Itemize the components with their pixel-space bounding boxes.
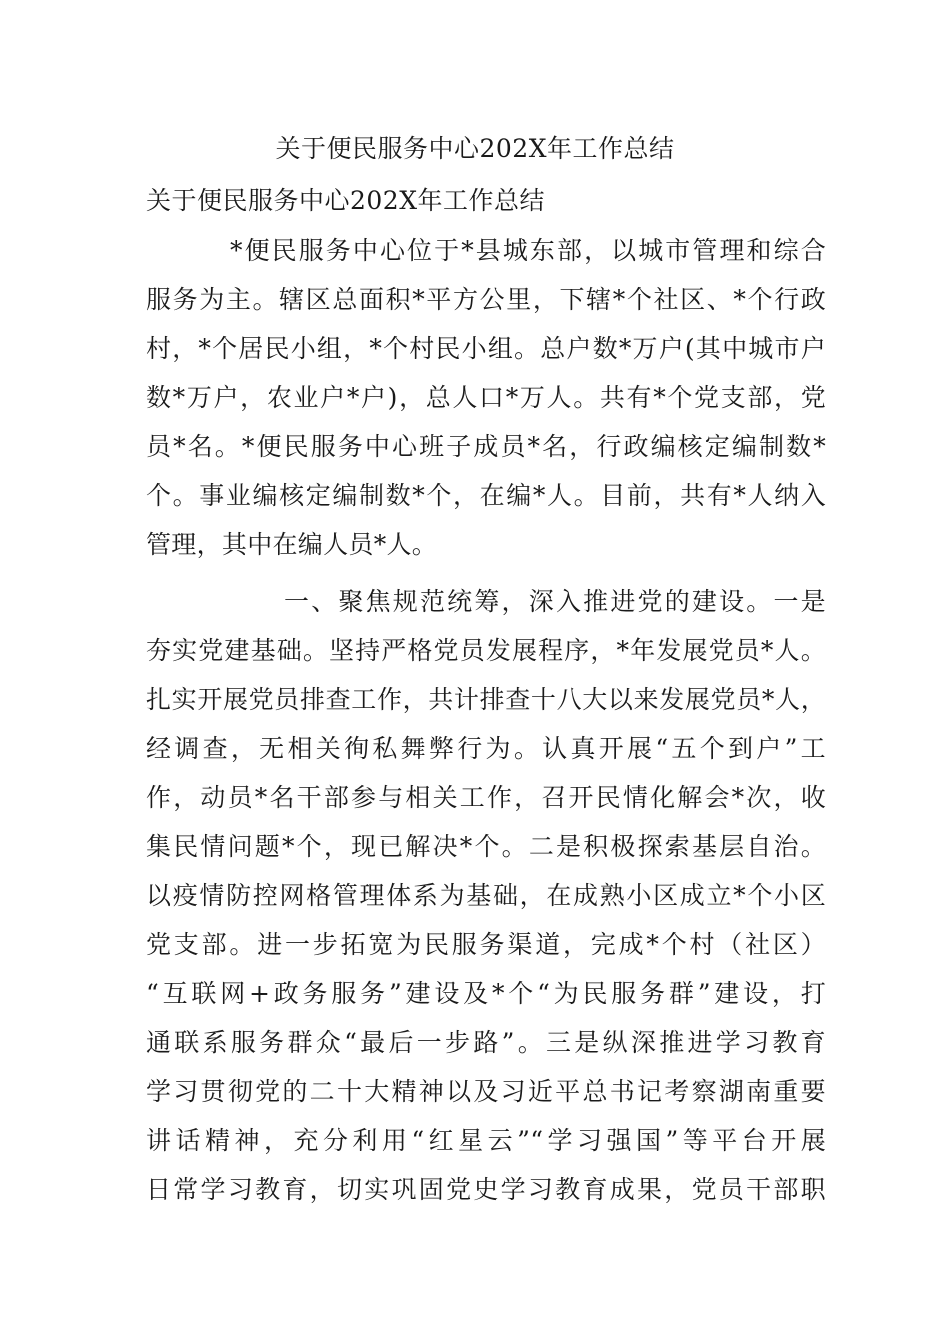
document-subtitle: 关于便民服务中心202X年工作总结 [146, 186, 546, 215]
paragraph-line: 村，*个居民小组，*个村民小组。总户数*万户(其中城市户 [146, 334, 826, 363]
paragraph-line: “互联网+政务服务”建设及*个“为民服务群”建设，打 [146, 979, 826, 1008]
paragraph-line: 管理，其中在编人员*人。 [146, 530, 438, 559]
paragraph-line: 经调查，无相关徇私舞弊行为。认真开展“五个到户”工 [146, 734, 826, 763]
paragraph-line: 员*名。*便民服务中心班子成员*名，行政编核定编制数* [146, 432, 826, 461]
paragraph-line: 通联系服务群众“最后一步路”。三是纵深推进学习教育 [146, 1028, 826, 1057]
paragraph-party-building [146, 577, 826, 1214]
paragraph-line: 一、聚焦规范统筹，深入推进党的建设。一是 [284, 587, 826, 616]
paragraph-line: 以疫情防控网格管理体系为基础，在成熟小区成立*个小区 [146, 881, 826, 910]
paragraph-line: 服务为主。辖区总面积*平方公里，下辖*个社区、*个行政 [146, 285, 826, 314]
paragraph-line: *便民服务中心位于*县城东部，以城市管理和综合 [230, 236, 826, 265]
paragraph-line: 数*万户，农业户*户)，总人口*万人。共有*个党支部，党 [146, 383, 826, 412]
document-title: 关于便民服务中心202X年工作总结 [275, 134, 675, 163]
paragraph-line: 讲话精神，充分利用“红星云”“学习强国”等平台开展 [146, 1126, 826, 1155]
paragraph-overview [146, 226, 826, 569]
paragraph-line: 夯实党建基础。坚持严格党员发展程序，*年发展党员*人。 [146, 636, 826, 665]
paragraph-line: 日常学习教育，切实巩固党史学习教育成果，党员干部职 [146, 1175, 826, 1204]
paragraph-line: 作，动员*名干部参与相关工作，召开民情化解会*次，收 [146, 783, 826, 812]
paragraph-line: 集民情问题*个，现已解决*个。二是积极探索基层自治。 [146, 832, 826, 861]
paragraph-line: 学习贯彻党的二十大精神以及习近平总书记考察湖南重要 [146, 1077, 826, 1106]
paragraph-line: 党支部。进一步拓宽为民服务渠道，完成*个村（社区） [146, 930, 826, 959]
paragraph-line: 个。事业编核定编制数*个，在编*人。目前，共有*人纳入 [146, 481, 826, 510]
paragraph-line: 扎实开展党员排查工作，共计排查十八大以来发展党员*人， [146, 685, 826, 714]
